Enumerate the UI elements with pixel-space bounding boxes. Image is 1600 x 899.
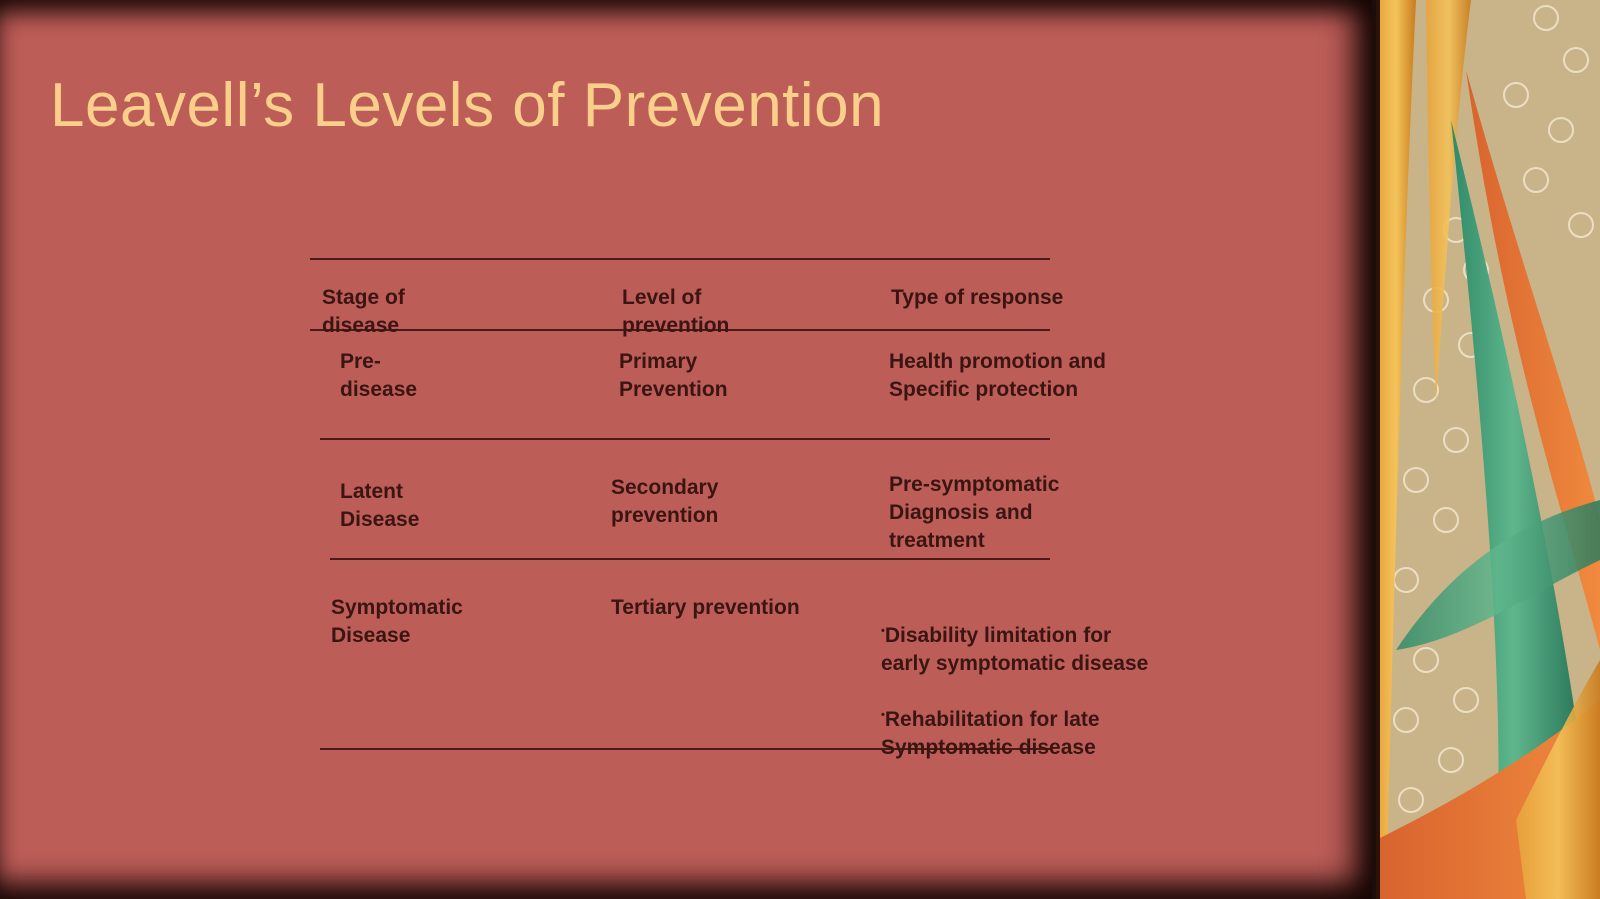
table-cell-response-list [881,594,1148,790]
bullet-item [881,706,1148,762]
decorative-pattern-icon [1376,0,1600,899]
table-cell-stage: Latent Disease [340,480,420,531]
table-header-level: Level of prevention [622,286,730,337]
table-row-rule [320,438,1050,440]
table-cell-level: Tertiary prevention [611,596,800,619]
table-cell-response: Health promotion and Specific protection [889,350,1106,401]
bullet-icon: • [881,709,885,721]
bullet-text: Disability limitation for early symptomatic disease [881,624,1149,675]
table-cell-response: Pre-symptomatic Diagnosis and treatment [889,473,1060,552]
bullet-icon: • [881,625,885,637]
slide-title: Leavell’s Levels of Prevention [50,71,885,140]
table-cell-level: Primary Prevention [619,350,728,401]
table-header-response: Type of response [891,286,1064,309]
decorative-border-image [1376,0,1600,899]
table-cell-stage: Pre- disease [340,350,418,401]
table-cell-stage: Symptomatic Disease [331,596,463,647]
table-cell-level: Secondary prevention [611,476,719,527]
table-header-stage: Stage of disease [322,286,405,337]
table-top-rule [310,258,1050,260]
table-row-rule [330,558,1050,560]
bullet-text: Rehabilitation for late Symptomatic disease [881,708,1100,759]
bullet-item [881,622,1148,678]
